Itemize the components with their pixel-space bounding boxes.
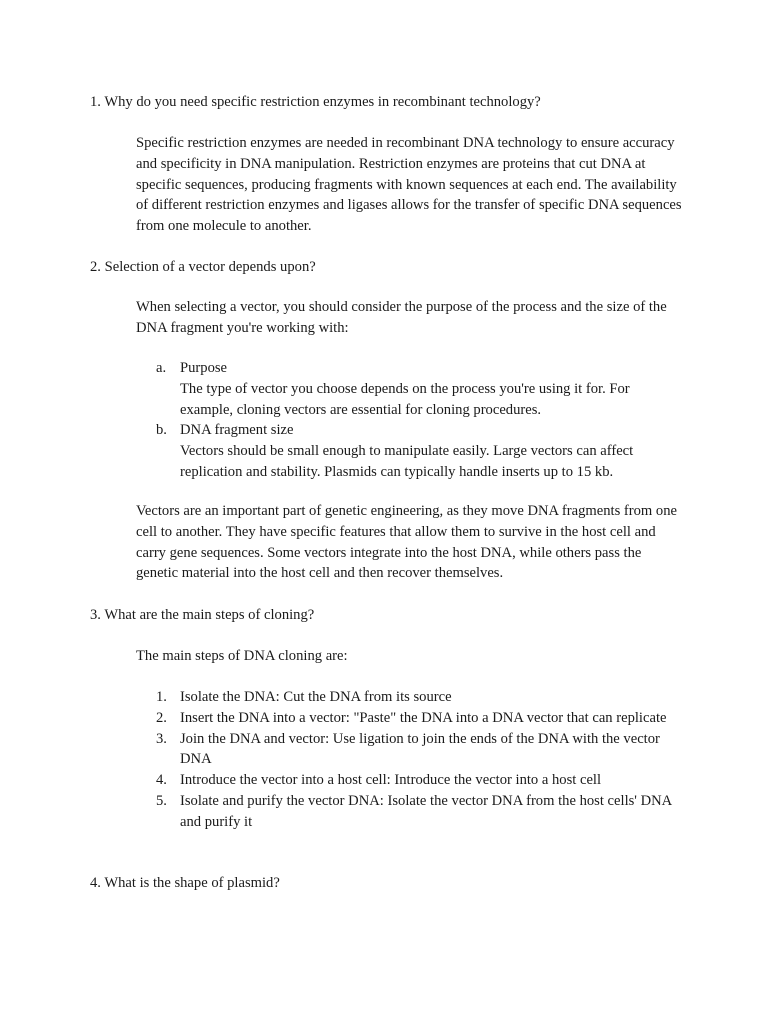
list-item-text: Join the DNA and vector: Use ligation to join the ends of the DNA with the vector DNA [180,730,660,768]
list-item [136,358,686,420]
list-marker: 1. [156,689,167,705]
list-item [136,729,686,771]
list-marker: a. [156,360,167,376]
question-4: 4. What is the shape of plasmid? [90,875,280,891]
list-item-text: Insert the DNA into a vector: "Paste" the DNA into a DNA vector that can replicate [180,709,667,726]
list-item-text: Vectors should be small enough to manipulate easily. Large vectors can affect replication and stability. Plasmids can typically handle inserts up to 15 kb. [180,443,634,480]
list-item [136,708,686,729]
answer-3-intro: The main steps of DNA cloning are: [136,648,348,664]
list-item-text: The type of vector you choose depends on the process you're using it for. For example, cloning vectors are essential for cloning procedures. [180,380,630,418]
list-item [136,770,686,791]
list-marker: 4. [156,772,167,789]
cloning-steps-list [136,687,686,833]
answer-1: Specific restriction enzymes are needed in recombinant DNA technology to ensure accuracy and specificity in DNA manipulation. Restriction enzymes are proteins that cut DNA at specific sequences, producing fragments with known sequences at each end. The availability of different restriction enzymes and ligases allows for the transfer of specific DNA sequences from one molecule to another. [136,135,682,235]
answer-2-outro: Vectors are an important part of genetic engineering, as they move DNA fragments from one cell to another. They have specific features that allow them to survive in the host cell and carry gene sequences. Some vectors integrate into the host DNA, while others pass the genetic material into the host cell and then recover themselves. [136,503,678,582]
list-marker: b. [156,422,167,439]
list-item [136,687,686,708]
list-marker: 5. [156,792,167,809]
list-marker: 2. [156,709,167,726]
vector-criteria-list [136,358,686,483]
list-item [136,791,686,833]
list-marker: 3. [156,730,167,747]
question-2: 2. Selection of a vector depends upon? [90,259,316,275]
list-item-text: Isolate the DNA: Cut the DNA from its source [180,689,452,705]
list-item-title: Purpose [180,360,228,376]
list-item-text: Introduce the vector into a host cell: Introduce the vector into a host cell [180,772,602,789]
answer-2-intro: When selecting a vector, you should consider the purpose of the process and the size of the DNA fragment you're working with: [136,299,667,336]
list-item [136,420,686,482]
list-item-text: Isolate and purify the vector DNA: Isolate the vector DNA from the host cells' DNA and purify it [180,792,672,830]
list-item-title: DNA fragment size [180,422,294,439]
question-1: 1. Why do you need specific restriction enzymes in recombinant technology? [90,94,541,110]
question-3: 3. What are the main steps of cloning? [90,607,315,623]
